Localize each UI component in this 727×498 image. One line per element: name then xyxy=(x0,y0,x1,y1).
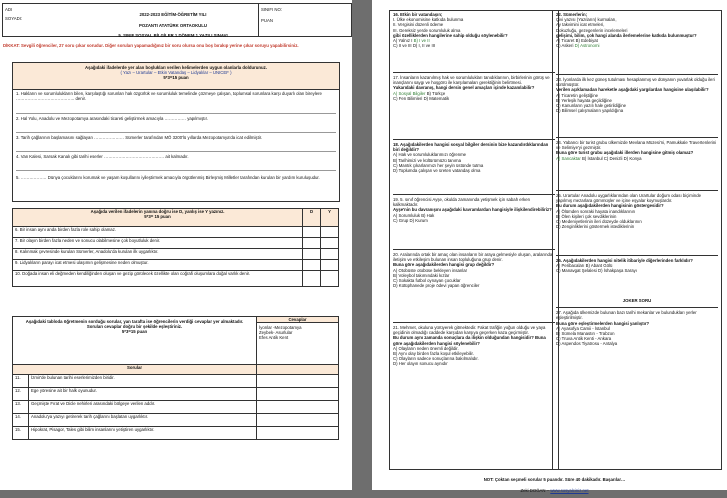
tf-answer-d[interactable] xyxy=(303,227,321,238)
tf-answer-d[interactable] xyxy=(303,260,321,271)
question-17: 17. İnsanların kazanılmış hak ve sorumlulukları tanıdıklarının, birbirlerinin görüş ve inançlarını saygı ve hoşgörü ile karşılamaları gerektiğinin belirtmesi. Yukarıdaki davranış, hangi dersin genel amaçları içinde kazanılabilir? A) Sosyal Bilgiler B) Türkçe C) Fen Bilimleri D) Matematik xyxy=(393,73,555,140)
match-no: 11. xyxy=(13,375,29,388)
fill-blanks-section xyxy=(12,62,340,202)
match-points: 5*3=15 puan xyxy=(121,329,148,334)
match-title: Aşağıdaki tabloda öğretmenin sorduğu sorular, yan tarafta ise öğrencilerin verdiği cevaplar yer almaktadır. xyxy=(25,319,244,324)
class-label: SINIFI NO: xyxy=(261,7,283,12)
true-false-section xyxy=(12,208,338,287)
footer-note: NOT: Çoktan seçmeli sorular 5 puandır. Süre 40 dakikadır. Başarılar… xyxy=(483,477,626,483)
match-answer-slot[interactable] xyxy=(257,401,339,414)
tf-col-d: D xyxy=(303,209,321,227)
score-label: PUAN xyxy=(261,18,273,23)
tf-item-10: 10. Doğada insan eli değmeden kendiliğinden oluşan ve gezip görülecek özellikte olan coğrafi oluşumlara doğal varlık denir. xyxy=(13,271,303,287)
tf-header xyxy=(13,209,303,227)
answer-3: Efes Antik Kent xyxy=(259,335,289,340)
match-header xyxy=(13,317,257,365)
answers-cell xyxy=(257,317,339,365)
fill-item-5: 5. ……………… Dünya çocuklarını korumak ve yaşam koşullarını iyileştirmek amacıyla örgütlenmiş Birleşmiş Milletler tarafından kurulan bir yardım kuruluşudur. xyxy=(16,175,320,180)
question-20: 20. Aralarında ortak bir amaç olan insanların bir araya gelmesiyle oluşan, aralarında iletişim ve etkileşim bulunan insan topluluğuna grup denir. Buna göre aşağıdakilerden hangisi grup değildir? A) Otobüste otobüse bekleyen insanlar B) Voleybol takımındaki kızlar C) Sokakta futbol oynayan çocuklar D) Kütüphanede proje ödevi yapan öğrenciler xyxy=(393,250,555,323)
name-label: ADI xyxy=(5,7,13,12)
tf-points: 5*3= 15 puan xyxy=(144,214,171,219)
match-answer-slot[interactable] xyxy=(257,427,339,440)
answer-2: Zeybek- Asurlular xyxy=(259,330,293,335)
tf-answer-d[interactable] xyxy=(303,249,321,260)
fill-title: Aşağıdaki ifadelerde yer alan boşlukları verilen kelimelerden uygun olanlarla doldurunuz. xyxy=(85,65,267,70)
footer-teacher: Zeki DOĞAN – xyxy=(520,487,550,493)
fill-words: ( Yazı – Urartular – Etkin Vatandaş – Lidyalılar – UNICEF ) xyxy=(120,70,232,76)
joker-heading: JOKER SORU xyxy=(622,298,652,303)
match-answer-slot[interactable] xyxy=(257,375,339,388)
tf-col-y: Y xyxy=(321,209,339,227)
tf-answer-d[interactable] xyxy=(303,238,321,249)
match-answer-slot[interactable] xyxy=(257,414,339,427)
questions-header: Sorular xyxy=(13,365,257,375)
answers-header: Cevaplar xyxy=(257,317,338,323)
school-year: 2022-2023 EĞİTİM-ÖĞRETİM YILI xyxy=(139,12,207,18)
exam-page-right xyxy=(372,0,727,493)
match-question-15: Hipokrat, Pisagor, Tales gibi bilim insanlarını yetiştiren uygarlıktır. xyxy=(29,427,257,440)
fill-item-4: 4. Van Kalesi, Sarsak Kanalı gibi tarihi eserler …………………………………… ait kalmadır. xyxy=(16,152,336,171)
question-19: 19. 5. sınıf öğrencisi Ayşe, okulda zamanında yetişmek için sabah erken kalkmaktadır. Ayşe'nin bu davranışını aşağıdaki kavramlardan hangisiyle ilişkilendirebiliriz? A) Sorumluluk B) Hak C) Grup D) Kurum xyxy=(393,195,555,250)
match-no: 14. xyxy=(13,414,29,427)
tf-answer-y[interactable] xyxy=(321,249,339,260)
surname-label: SOYADI: xyxy=(5,16,23,21)
question-26: 26. Aşağıdakilerden hangisi nitelik itibariyle diğerlerinden farklıdır? A) Peribacaları B) Abant Gölü C) Manavgat Şelalesi D) İshakpaşa Sarayı xyxy=(556,258,693,274)
exam-footer xyxy=(389,472,720,498)
question-18: 18. Aşağıdakilerden hangisi sosyal bilgiler dersinin bize kazandırdıklarından biri değildir? A) Hak ve sorumluluklarımızı öğrenme B) Tarihimizi ve kültürümüzü tanıma C) Mantık çıkarlarımızı her şeyin üstünde tutma D) Toplumda çalışan ve üreten vatandaş olma xyxy=(393,140,555,195)
match-subtitle: Soruları cevaplar doğru bir şekilde eşleştiriniz. xyxy=(86,324,183,329)
tf-item-7: 7. Bir olayın birden fazla neden ve sonucu olabilmesine çok boyutluluk denir. xyxy=(13,238,303,249)
question-25: 25. Urartular Anadolu uygarlıklarından olan Urartular doğum odası biçiminde yapılmış mezarlara gömmüşler ve içine eşyalar koymuşlardır. Bu durum aşağıdakilerden hangisinin göstergesidir? A) Ölümden sonraki hayata inandıklarının B) Ölen kişileri çok sevdiklerinin C) Medeniyetlerinin ileri düzeyde olduklarının D) Zenginliklerini göstermek istediklerinin xyxy=(556,191,718,256)
questions-right-column xyxy=(552,10,722,470)
fill-points: 5*3=15 puan xyxy=(163,75,189,81)
match-no: 15. xyxy=(13,427,29,440)
fill-item-1: 1. Hakların ve sorumlulukların bilen, karşılaştığı sorunları hak özgürlük ve sorumluluk temelinde çözmeye çalışan, toplumsal sorunlara karşı duyarlı olan bireylere ………………………………….. denir. xyxy=(16,91,336,114)
match-answer-slot[interactable] xyxy=(257,388,339,401)
tf-item-9: 9. Lidyalıların parayı icat etmesi ulaşımın gelişmesine neden olmuştur. xyxy=(13,260,303,271)
exam-name: 5. SINIF SOSYAL BİLGİLER 1.DÖNEM 1.YAZILI SINAVI xyxy=(118,33,228,39)
tf-answer-y[interactable] xyxy=(321,260,339,271)
match-no: 13. xyxy=(13,401,29,414)
question-24: 24. Yabancı bir turist grubu ülkemizde Mevlana Müzesi'ni, Pamukkale Travertenlerini ve Selimiye'yi gezmiştir. Buna göre turist grubu aşağıdaki illerden hangisine gitmiş olamaz? A) Sancaktar B) İstanbul C) Denizli D) Konya xyxy=(556,138,718,191)
question-16: 16. Etkin bir vatandaşın; I. Ülke ekonomisine katkıda bulunma II. Vergisini düzenli ödeme III. Gereksiz yerde sorumluluk alma gibi özelliklerden hangilerine sahip olduğu söylenebilir? A) Yalnız I B) I ve II C) II ve III D) I, II ve III xyxy=(393,12,555,73)
fill-item-2: 2. Hal Yolu, Anadolu ve Mezopotamya arasındaki ticareti geliştirmek amacıyla …………… yapılmıştır. xyxy=(16,114,336,133)
tf-item-6: 6. Bir insan aynı anda birden fazla role sahip olamaz. xyxy=(13,227,303,238)
question-23: 23. İyonlarda ilk kez güneş tutulması hesaplanmış ve dünyanın yuvarlak olduğu ileri sürülmüştür. Verilen açıklamadan hareketle aşağıdaki yargılardan hangisine ulaşılabilir? A) Ticaretin geliştiğine B) Yerleşik hayata geçildiğine C) Kanunların yazılı hale getirildiğine D) Bilimsel çalışmaların yapıldığına xyxy=(556,75,718,138)
tf-title: Aşağıda verilen ifadelerin yanına doğru ise D, yanlış ise Y yazınız. xyxy=(90,209,225,214)
fill-item-3: 3. Tarih çağlarının başlamasını sağlayan ………………… Sümerler tarafından MÖ 3200'lü yıllarda Mezopotamya'da icat edilmiştir. xyxy=(16,133,336,152)
fill-header xyxy=(13,63,339,90)
question-27: 27. Aşağıda ülkemizde bulunan bazı tarihi mekanlar ve bulundukları yerler eşleştirilmiştir. Buna göre eşleştirmelerden hangisi yanlıştır? A) Ayasofya Camii - İstanbul B) Sümela Manastırı - Trabzon C) Truva Antik Kenti - Ankara D) Aspendos Tiyatrosu - Antalya xyxy=(556,307,718,380)
match-question-12: Ege yöresine ait bir halk oyunudur. xyxy=(29,388,257,401)
question-22: 22. Sümerlerin; Çivi yazısı (Yazıların) kurmaları, Ay takvimini icat etmeleri, Dokuzluğu, gezegenlerin incelemeleri gelişimi, bilim, çok hangi alanda ilerlemelerine katkıda bulunmuştur? A) Ticaret B) Edebiyat C) Askeri D) Astronomi xyxy=(556,12,718,75)
answer-1: İyonlar -Mezopotamya xyxy=(259,325,302,330)
match-question-13: Geçmişte Fırat ve Dicle nehirleri arasındaki bölgeye verilen addır. xyxy=(29,401,257,414)
matching-section xyxy=(12,316,338,440)
tf-answer-y[interactable] xyxy=(321,227,339,238)
tf-answer-d[interactable] xyxy=(303,271,321,287)
match-no: 12. xyxy=(13,388,29,401)
match-question-14: Anadolu'ya yazıyı getirerek tarih çağlarını başlatan uygarlıktır. xyxy=(29,414,257,427)
footer-site-link[interactable]: www.sosyalciniz.net xyxy=(550,487,589,493)
tf-answer-y[interactable] xyxy=(321,238,339,249)
tf-item-8: 8. Kalınmak çevresinde kurulan Sümerler, Anadolu'da kurulan ilk uygarlıktır. xyxy=(13,249,303,260)
exam-page-left xyxy=(0,0,352,490)
exam-header xyxy=(2,3,352,37)
question-21: 21. Mehmet, okuluna yürüyerek gitmektedir. Fakat trafiğin yoğun olduğu ve yaya geçidinin olmadığı caddede karşıdan karşıya geçerken kaza geçirmiştir. Bu durum aynı zamanda sonuçlara da ilişkin olduğundan hangisidir? Buna göre aşağıdakilerden hangisi söylenebilir? A) Olayların neden önemli değildir. B) Aynı olay birden fazla koşul etkileyebilir. C) Olayların sadece sonuçlarına bakılmalıdır. D) Her olayın sonucu aynıdır xyxy=(393,325,546,367)
questions-left-column xyxy=(389,10,559,470)
match-question-11: İzmir'de bulunan tarihi eserlerimizden biridir. xyxy=(29,375,257,388)
tf-answer-y[interactable] xyxy=(321,271,339,287)
school-name: POZANTI ATATÜRK ORTAOKULU xyxy=(138,22,208,28)
notice-text: DİKKAT: Sevgili öğrenciler, 27 soru çıkar sorudur. Diğer soruları yapamadığınız bir soru olursa onu boş bırakıp yerine çıkar soruyu yapabilirsiniz. xyxy=(3,43,299,49)
